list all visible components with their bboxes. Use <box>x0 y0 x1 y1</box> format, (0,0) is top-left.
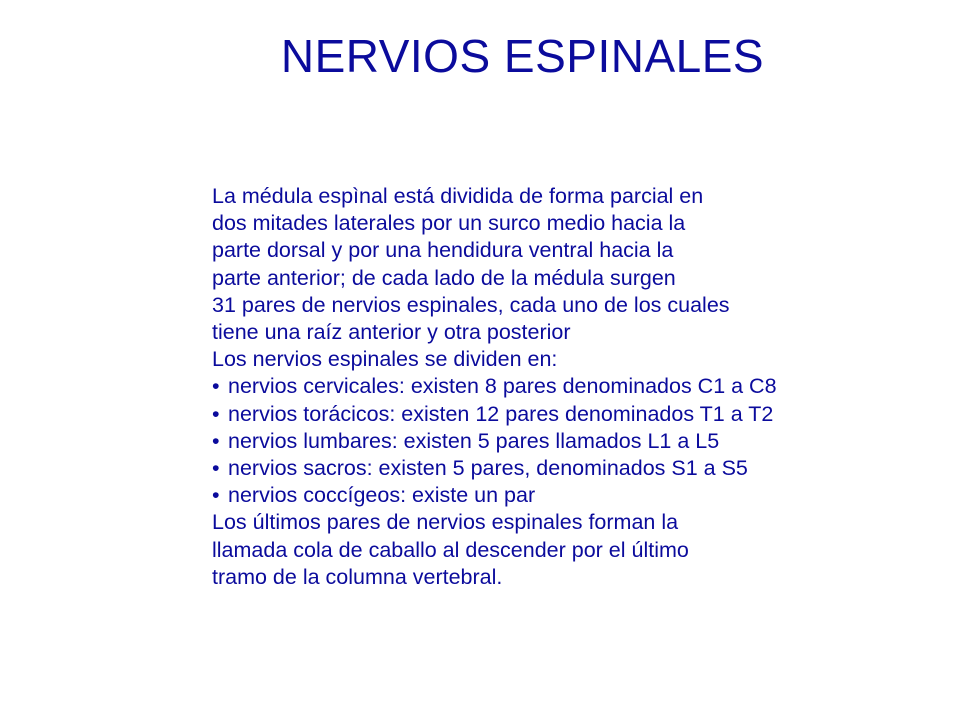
intro-line: parte dorsal y por una hendidura ventral hacia la <box>212 238 674 263</box>
list-item-text: nervios cervicales: existen 8 pares denominados C1 a C8 <box>228 374 777 399</box>
intro-line: tiene una raíz anterior y otra posterior <box>212 320 571 345</box>
intro-line: dos mitades laterales por un surco medio hacia la <box>212 211 686 236</box>
list-item <box>212 455 952 482</box>
bullet-icon: • <box>212 401 220 426</box>
closing-line: tramo de la columna vertebral. <box>212 564 503 589</box>
intro-line: 31 pares de nervios espinales, cada uno de los cuales <box>212 292 730 317</box>
list-item <box>212 401 952 428</box>
list-item <box>212 373 952 400</box>
bullet-icon: • <box>212 483 220 508</box>
closing-line: Los últimos pares de nervios espinales forman la <box>212 510 679 535</box>
nerve-list <box>212 373 952 509</box>
list-item <box>212 482 952 509</box>
bullet-icon: • <box>212 428 220 453</box>
intro-line: parte anterior; de cada lado de la médula surgen <box>212 265 676 290</box>
intro-line-with-link <box>212 319 952 346</box>
list-item <box>212 428 952 455</box>
division-heading: Los nervios espinales se dividen en: <box>212 347 558 372</box>
list-item-text: nervios lumbares: existen 5 pares llamados L1 a L5 <box>228 428 720 453</box>
body-text <box>212 183 952 591</box>
closing-line: llamada cola de caballo al descender por el último <box>212 537 689 562</box>
bullet-icon: • <box>212 374 220 399</box>
slide-title: NERVIOS ESPINALES <box>280 30 765 82</box>
list-item-text: nervios torácicos: existen 12 pares denominados T1 a T2 <box>228 401 774 426</box>
list-item-text: nervios sacros: existen 5 pares, denominados S1 a S5 <box>228 456 748 481</box>
bullet-icon: • <box>212 456 220 481</box>
list-item-text: nervios coccígeos: existe un par <box>228 483 536 508</box>
intro-line: La médula espìnal está dividida de forma parcial en <box>212 184 704 208</box>
